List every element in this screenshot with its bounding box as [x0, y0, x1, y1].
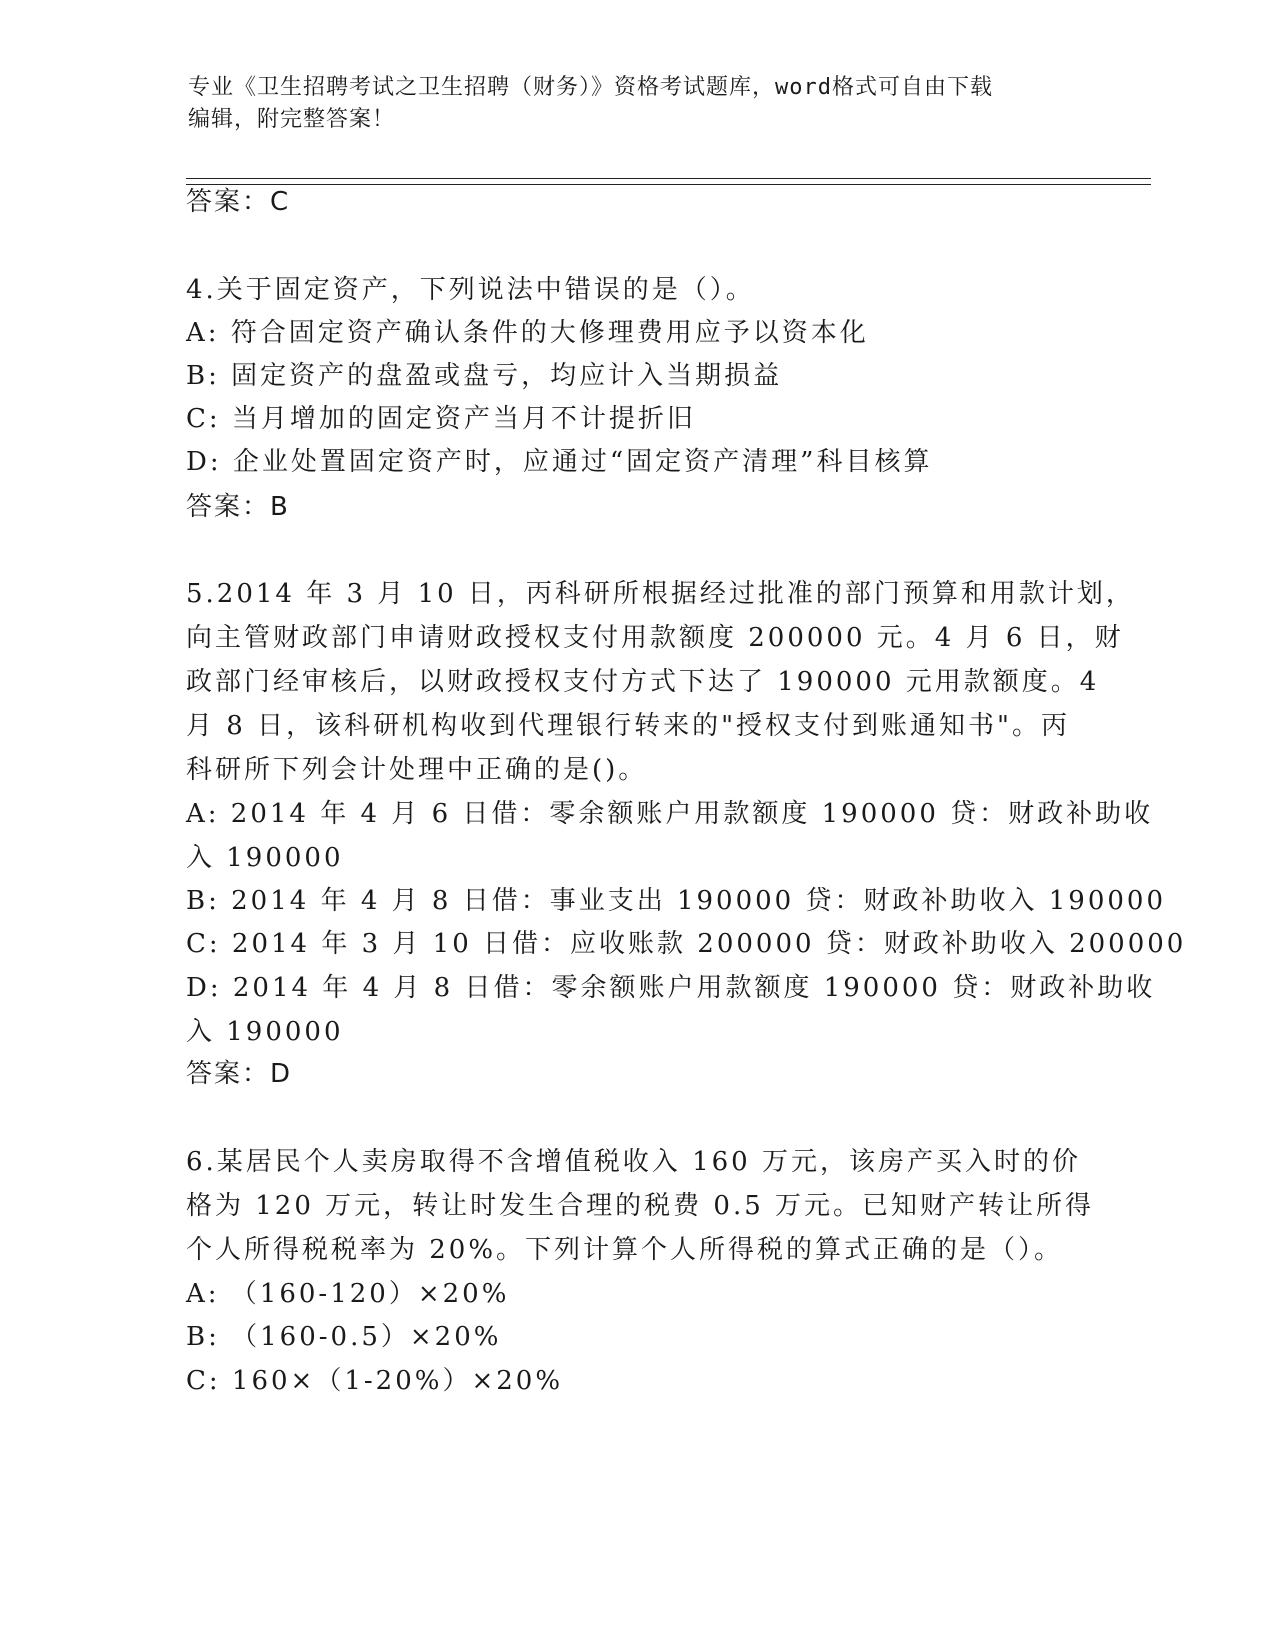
document-header [188, 72, 1088, 136]
header-divider-top [186, 178, 1151, 179]
q4-option-b: B: 固定资产的盘盈或盘亏，均应计入当期损益 [186, 361, 783, 391]
q6-option-a: A: （160-120）×20% [186, 1279, 510, 1309]
q5-option-b: B: 2014 年 4 月 8 日借：事业支出 190000 贷：财政补助收入 190000 [186, 886, 1167, 916]
q6-option-c: C: 160×（1-20%）×20% [186, 1366, 564, 1396]
header-line-2: 编辑，附完整答案！ [188, 107, 396, 132]
q4-stem: 4.关于固定资产，下列说法中错误的是（）。 [186, 275, 755, 305]
q6-option-b: B: （160-0.5）×20% [186, 1322, 502, 1352]
q5-stem-line: 政部门经审核后，以财政授权支付方式下达了 190000 元用款额度。4 [186, 667, 1100, 697]
q5-answer: 答案：D [186, 1059, 293, 1089]
q5-stem-line: 向主管财政部门申请财政授权支付用款额度 200000 元。4 月 6 日，财 [186, 623, 1124, 653]
q6-stem-line: 6.某居民个人卖房取得不含增值税收入 160 万元，该房产买入时的价 [186, 1147, 1081, 1177]
q5-stem-line: 月 8 日，该科研机构收到代理银行转来的"授权支付到账通知书"。丙 [186, 711, 1070, 741]
q5-stem-line: 5.2014 年 3 月 10 日，丙科研所根据经过批准的部门预算和用款计划， [186, 579, 1135, 609]
q5-option-a-cont: 入 190000 [186, 843, 344, 873]
q5-option-a: A: 2014 年 4 月 6 日借：零余额账户用款额度 190000 贷：财政补助收 [186, 799, 1154, 829]
previous-answer: 答案：C [186, 187, 291, 217]
header-divider-bottom [186, 184, 1151, 185]
q5-option-d-cont: 入 190000 [186, 1017, 344, 1047]
q5-option-c: C: 2014 年 3 月 10 日借：应收账款 200000 贷：财政补助收入 200000 [186, 929, 1187, 959]
q5-option-d: D: 2014 年 4 月 8 日借：零余额账户用款额度 190000 贷：财政补助收 [186, 973, 1156, 1003]
q6-stem-line: 个人所得税税率为 20%。下列计算个人所得税的算式正确的是（）。 [186, 1235, 1064, 1265]
q4-option-d: D: 企业处置固定资产时，应通过“固定资产清理”科目核算 [186, 447, 933, 477]
q5-stem-line: 科研所下列会计处理中正确的是()。 [186, 755, 648, 785]
q4-option-c: C: 当月增加的固定资产当月不计提折旧 [186, 404, 696, 434]
q4-answer: 答案：B [186, 492, 290, 522]
q4-option-a: A: 符合固定资产确认条件的大修理费用应予以资本化 [186, 318, 869, 348]
header-line-1: 专业《卫生招聘考试之卫生招聘（财务）》资格考试题库，word格式可自由下载 [188, 75, 993, 100]
q6-stem-line: 格为 120 万元，转让时发生合理的税费 0.5 万元。已知财产转让所得 [186, 1191, 1095, 1221]
